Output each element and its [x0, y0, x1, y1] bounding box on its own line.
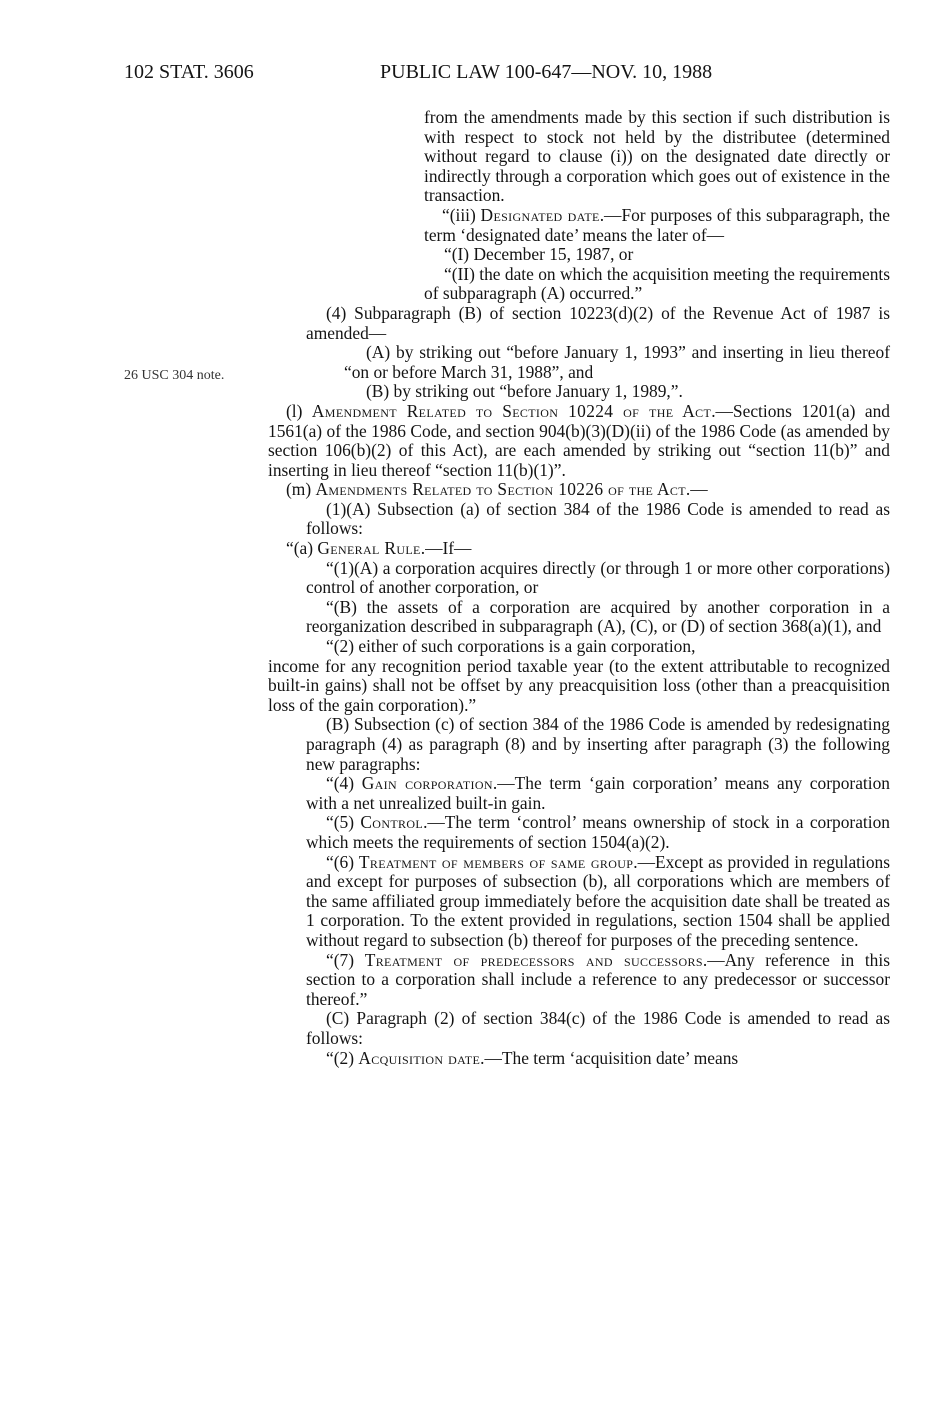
paragraph-1a: (1)(A) Subsection (a) of section 384 of the 1986 Code is amended to read as follows: — [306, 498, 890, 539]
control-definition: “(5) Control.—The term ‘control’ means ownership of stock in a corporation which meets the requirements of section 1504(a)(2). — [306, 812, 890, 852]
predecessors-successors-treatment: “(7) Treatment of predecessors and successors.—Any reference in this section to a corporation shall include a reference to any predecessor or successor thereof.” — [306, 949, 890, 1009]
general-rule: “(a) General Rule.—If— — [286, 538, 472, 559]
same-group-heading: Treatment of members of same group — [358, 851, 634, 872]
gain-corporation-heading: Gain corporation — [361, 773, 493, 794]
gain-corporation-definition: “(4) Gain corporation.—The term ‘gain corporation’ means any corporation with a net unrealized built-in gain. — [306, 773, 890, 813]
flush-language: income for any recognition period taxable year (to the extent attributable to recognized built-in gains) shall not be offset by any preacquisition loss (other than a preacquisition loss of the gain corporation).” — [268, 655, 890, 715]
subclause-ii: “(II) the date on which the acquisition meeting the requirements of subparagraph (A) occurred.” — [424, 263, 890, 304]
acquisition-date-definition: “(2) Acquisition date.—The term ‘acquisition date’ means — [326, 1047, 739, 1068]
subsection-m-heading: Amendments Related to Section 10226 of the Act — [315, 479, 686, 500]
subclause-i: “(I) December 15, 1987, or — [444, 244, 634, 265]
paragraph-1b: (B) Subsection (c) of section 384 of the 1986 Code is amended by redesignating paragraph (4) as paragraph (8) and by inserting after paragraph (3) the following new paragraphs: — [306, 714, 890, 774]
stat-page-reference: 102 STAT. 3606 — [124, 61, 254, 83]
public-law-header: PUBLIC LAW 100-647—NOV. 10, 1988 — [380, 61, 713, 83]
control-heading: Control — [360, 812, 424, 833]
rule-paragraph-2: “(2) either of such corporations is a gain corporation, — [326, 636, 696, 657]
same-group-treatment: “(6) Treatment of members of same group.—Except as provided in regulations and except for purposes of subsection (b), all corporations which are members of the same affiliated group immediately before the acquisition date shall be treated as 1 corporation. To the extent provided in regulations, section 1504 shall be applied without regard to subsection (b) thereof for purposes of the preceding sentence. — [306, 851, 890, 950]
subsection-m: (m) Amendments Related to Section 10226 of the Act.— — [286, 479, 708, 500]
designated-date-heading: Designated date — [480, 204, 600, 225]
paragraph-1c: (C) Paragraph (2) of section 384(c) of the 1986 Code is amended to read as follows: — [306, 1008, 890, 1048]
clause-iii-designated-date: “(iii) Designated date.—For purposes of this subparagraph, the term ‘designated date’ means the later of— — [424, 204, 890, 245]
acquisition-date-heading: Acquisition date — [358, 1047, 481, 1068]
rule-paragraph-1b: “(B) the assets of a corporation are acquired by another corporation in a reorganization described in subparagraph (A), (C), or (D) of section 368(a)(1), and — [306, 596, 890, 637]
predecessors-heading: Treatment of predecessors and successors — [364, 949, 703, 970]
continued-paragraph: from the amendments made by this section if such distribution is with respect to stock not held by the distributee (determined without regard to clause (i)) on the designated date directly or indirectly through a corporation which goes out of existence in the transaction. — [424, 107, 890, 206]
paragraph-4: (4) Subparagraph (B) of section 10223(d)(2) of the Revenue Act of 1987 is amended— — [306, 302, 890, 343]
subparagraph-b: (B) by striking out “before January 1, 1989,”. — [366, 381, 683, 402]
body-text — [268, 108, 890, 1068]
general-rule-heading: General Rule — [317, 538, 421, 559]
usc-margin-note: 26 USC 304 note. — [124, 368, 225, 383]
subsection-l-heading: Amendment Related to Section 10224 of the Act — [311, 400, 712, 421]
subparagraph-a: (A) by striking out “before January 1, 1993” and inserting in lieu thereof “on or before March 31, 1988”, and — [344, 342, 890, 382]
rule-paragraph-1a: “(1)(A) a corporation acquires directly (or through 1 or more other corporations) control of another corporation, or — [306, 557, 890, 598]
subsection-l: (l) Amendment Related to Section 10224 of the Act.—Sections 1201(a) and 1561(a) of the 1986 Code, and section 904(b)(3)(D)(ii) of the 1986 Code (as amended by section 106(b)(2) of this Act), are each amended by striking out “section 11(b)” and inserting in lieu thereof “section 11(b)(1)”. — [268, 400, 890, 480]
